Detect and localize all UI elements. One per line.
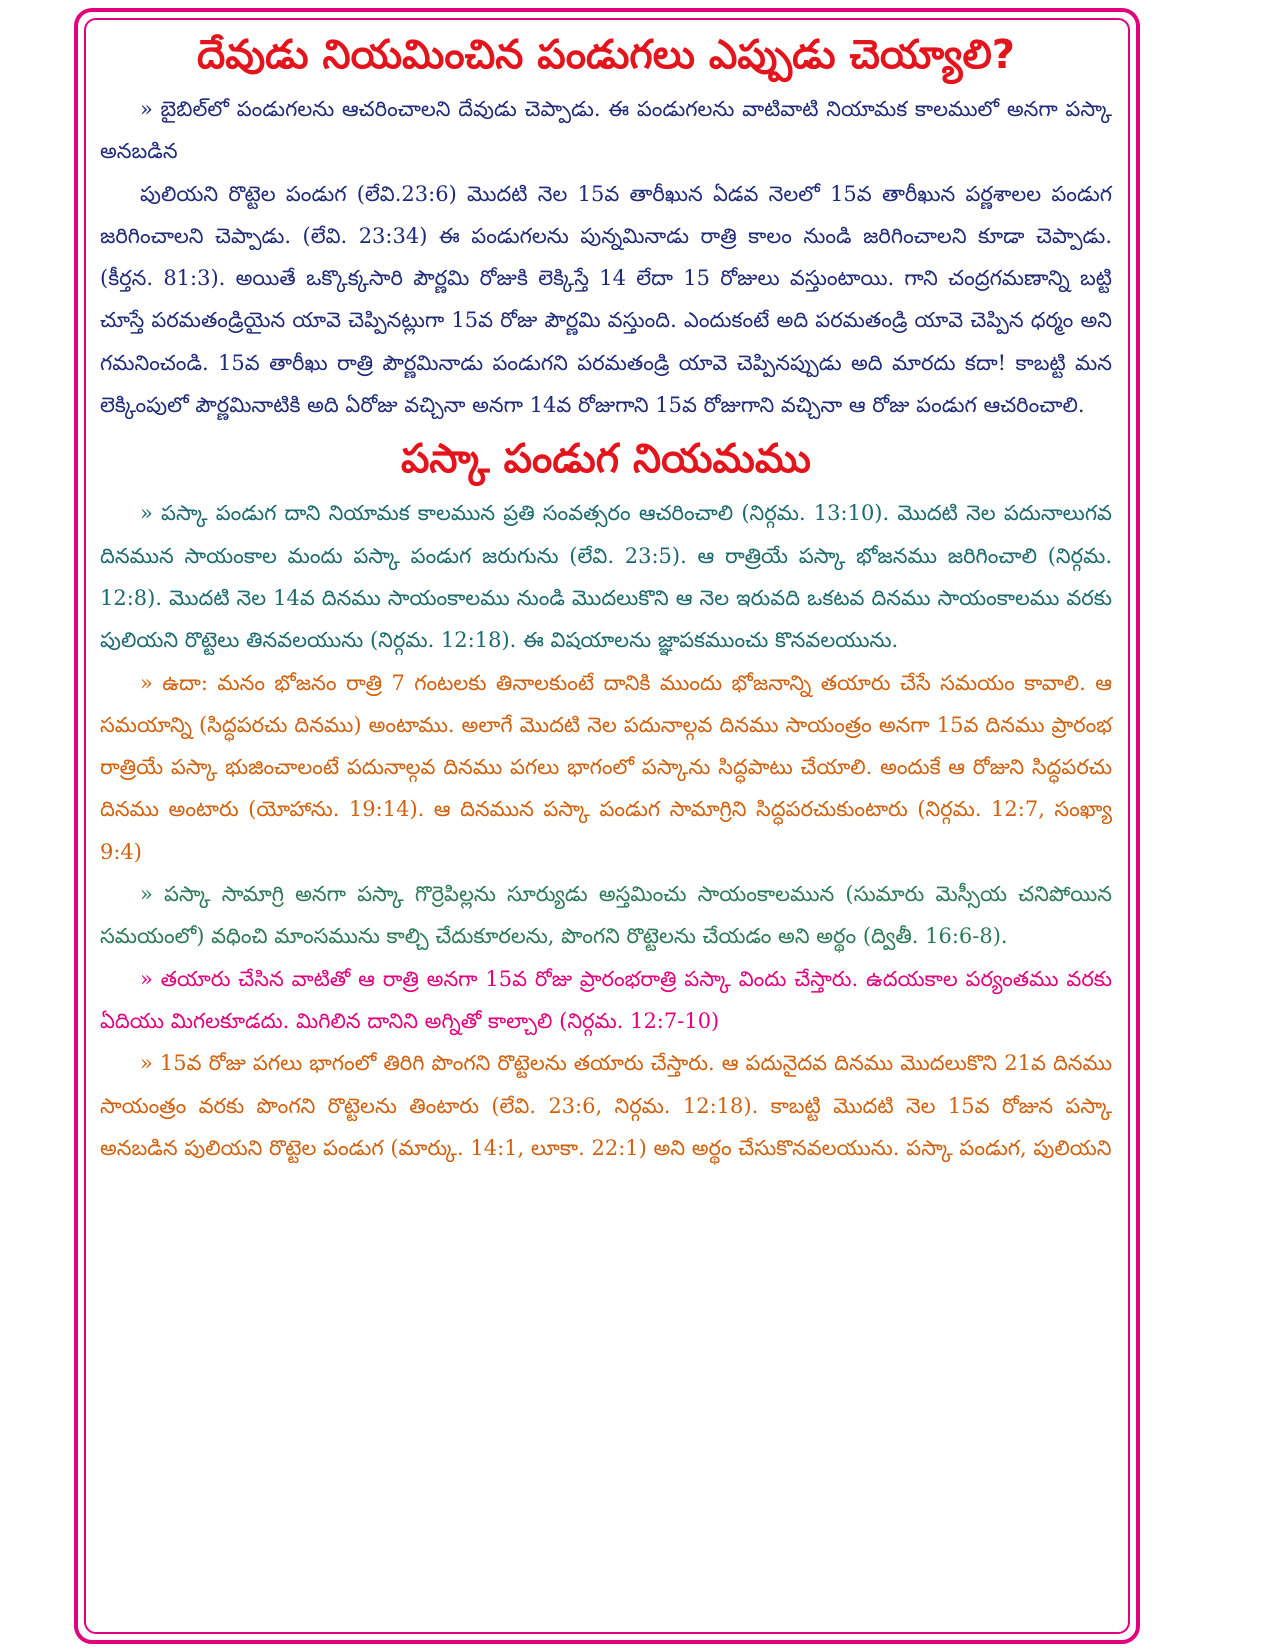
passover-feast-paragraph: » తయారు చేసిన వాటితో ఆ రాత్రి అనగా 15వ రోజు ప్రారంభరాత్రి పస్కా విందు చేస్తారు. ఉదయకాల పర్యంతము వరకు ఏదియు మిగలకూడదు. మిగిలిన దానిని అగ్నితో కాల్చాలి (నిర్గమ. 12:7-10)	[100, 966, 1112, 1033]
passover-items-paragraph: » పస్కా సామాగ్రి అనగా పస్కా గొర్రెపిల్లను సూర్యుడు అస్తమించు సాయంకాలమున (సుమారు మెస్సీయ చనిపోయిన సమయంలో) వధించి మాంసమును కాల్చి చేదుకూరలను, పొంగని రొట్టెలను చేయడం అని అర్థం (ద్వితీ. 16:6-8).	[100, 882, 1112, 949]
page-title: దేవుడు నియమించిన పండుగలు ఎప్పుడు చెయ్యాలి?	[196, 32, 1016, 78]
unleavened-bread-paragraph: » 15వ రోజు పగలు భాగంలో తిరిగి పొంగని రొట్టెలను తయారు చేస్తారు. ఆ పదునైదవ దినము మొదలుకొని 21వ దినము సాయంత్రం వరకు పొంగని రొట్టెలను తింటారు (లేవి. 23:6, నిర్గమ. 12:18). కాబట్టి మొదటి నెల 15వ రోజున పస్కా అనబడిన పులియని రొట్టెల పండుగ (మార్కు. 14:1, లూకా. 22:1) అని అర్థం చేసుకొనవలయును. పస్కా పండుగ, పులియని	[100, 1051, 1112, 1160]
festival-dates-paragraph: పులియని రొట్టెల పండుగ (లేవి.23:6) మొదటి నెల 15వ తారీఖున ఏడవ నెలలో 15వ తారీఖున పర్ణశాలల పండుగ జరిగించాలని చెప్పాడు. (లేవి. 23:34) ఈ పండుగలను పున్నమినాడు రాత్రి కాలం నుండి జరిగించాలని కూడా చెప్పాడు. (కీర్తన. 81:3). అయితే ఒక్కొక్కసారి పౌర్ణమి రోజుకి లెక్కిస్తే 14 లేదా 15 రోజులు వస్తుంటాయి. గాని చంద్రగమణాన్ని బట్టి చూస్తే పరమతండ్రియైన యావె చెప్పినట్లుగా 15వ రోజు పౌర్ణమి వస్తుంది. ఎందుకంటే అది పరమతండ్రి యావె చెప్పిన ధర్మం అని గమనించండి. 15వ తారీఖు రాత్రి పౌర్ణమినాడు పండుగని పరమతండ్రి యావె చెప్పినప్పుడు అది మారదు కదా! కాబట్టి మన లెక్కింపులో పౌర్ణమినాటికి అది ఏరోజు వచ్చినా అనగా 14వ రోజుగాని 15వ రోజుగాని వచ్చినా ఆ రోజు పండుగ ఆచరించాలి.	[100, 181, 1112, 418]
intro-paragraph: » బైబిల్‌లో పండుగలను ఆచరించాలని దేవుడు చెప్పాడు. ఈ పండుగలను వాటివాటి నియామక కాలములో అనగా పస్కా అనబడిన	[100, 97, 1112, 164]
example-paragraph: » ఉదా: మనం భోజనం రాత్రి 7 గంటలకు తినాలకుంటే దానికి ముందు భోజనాన్ని తయారు చేసే సమయం కావాలి. ఆ సమయాన్ని (సిద్ధపరచు దినము) అంటాము. అలాగే మొదటి నెల పదునాల్గవ దినము సాయంత్రం అనగా 15వ దినము ప్రారంభ రాత్రియే పస్కా భుజించాలంటే పదునాల్గవ దినము పగలు భాగంలో పస్కాను సిద్ధపాటు చేయాలి. అందుకే ఆ రోజుని సిద్ధపరచు దినము అంటారు (యోహాను. 19:14). ఆ దినమున పస్కా పండుగ సామాగ్రిని సిద్ధపరచుకుంటారు (నిర్గమ. 12:7, సంఖ్యా 9:4)	[100, 670, 1112, 864]
passover-rule-paragraph: » పస్కా పండుగ దాని నియామక కాలమున ప్రతి సంవత్సరం ఆచరించాలి (నిర్గమ. 13:10). మొదటి నెల పదునాలుగవ దినమున సాయంకాల మందు పస్కా పండుగ జరుగును (లేవి. 23:5). ఆ రాత్రియే పస్కా భోజనము జరిగించాలి (నిర్గమ. 12:8). మొదటి నెల 14వ దినము సాయంకాలము నుండి మొదలుకొని ఆ నెల ఇరువది ఒకటవ దినము సాయంకాలము వరకు పులియని రొట్టెలు తినవలయును (నిర్గమ. 12:18). ఈ విషయాలను జ్ఞాపకముంచు కొనవలయును.	[100, 501, 1112, 653]
section-heading-passover: పస్కా పండుగ నియమము	[400, 436, 812, 483]
document-body	[100, 26, 1112, 1169]
